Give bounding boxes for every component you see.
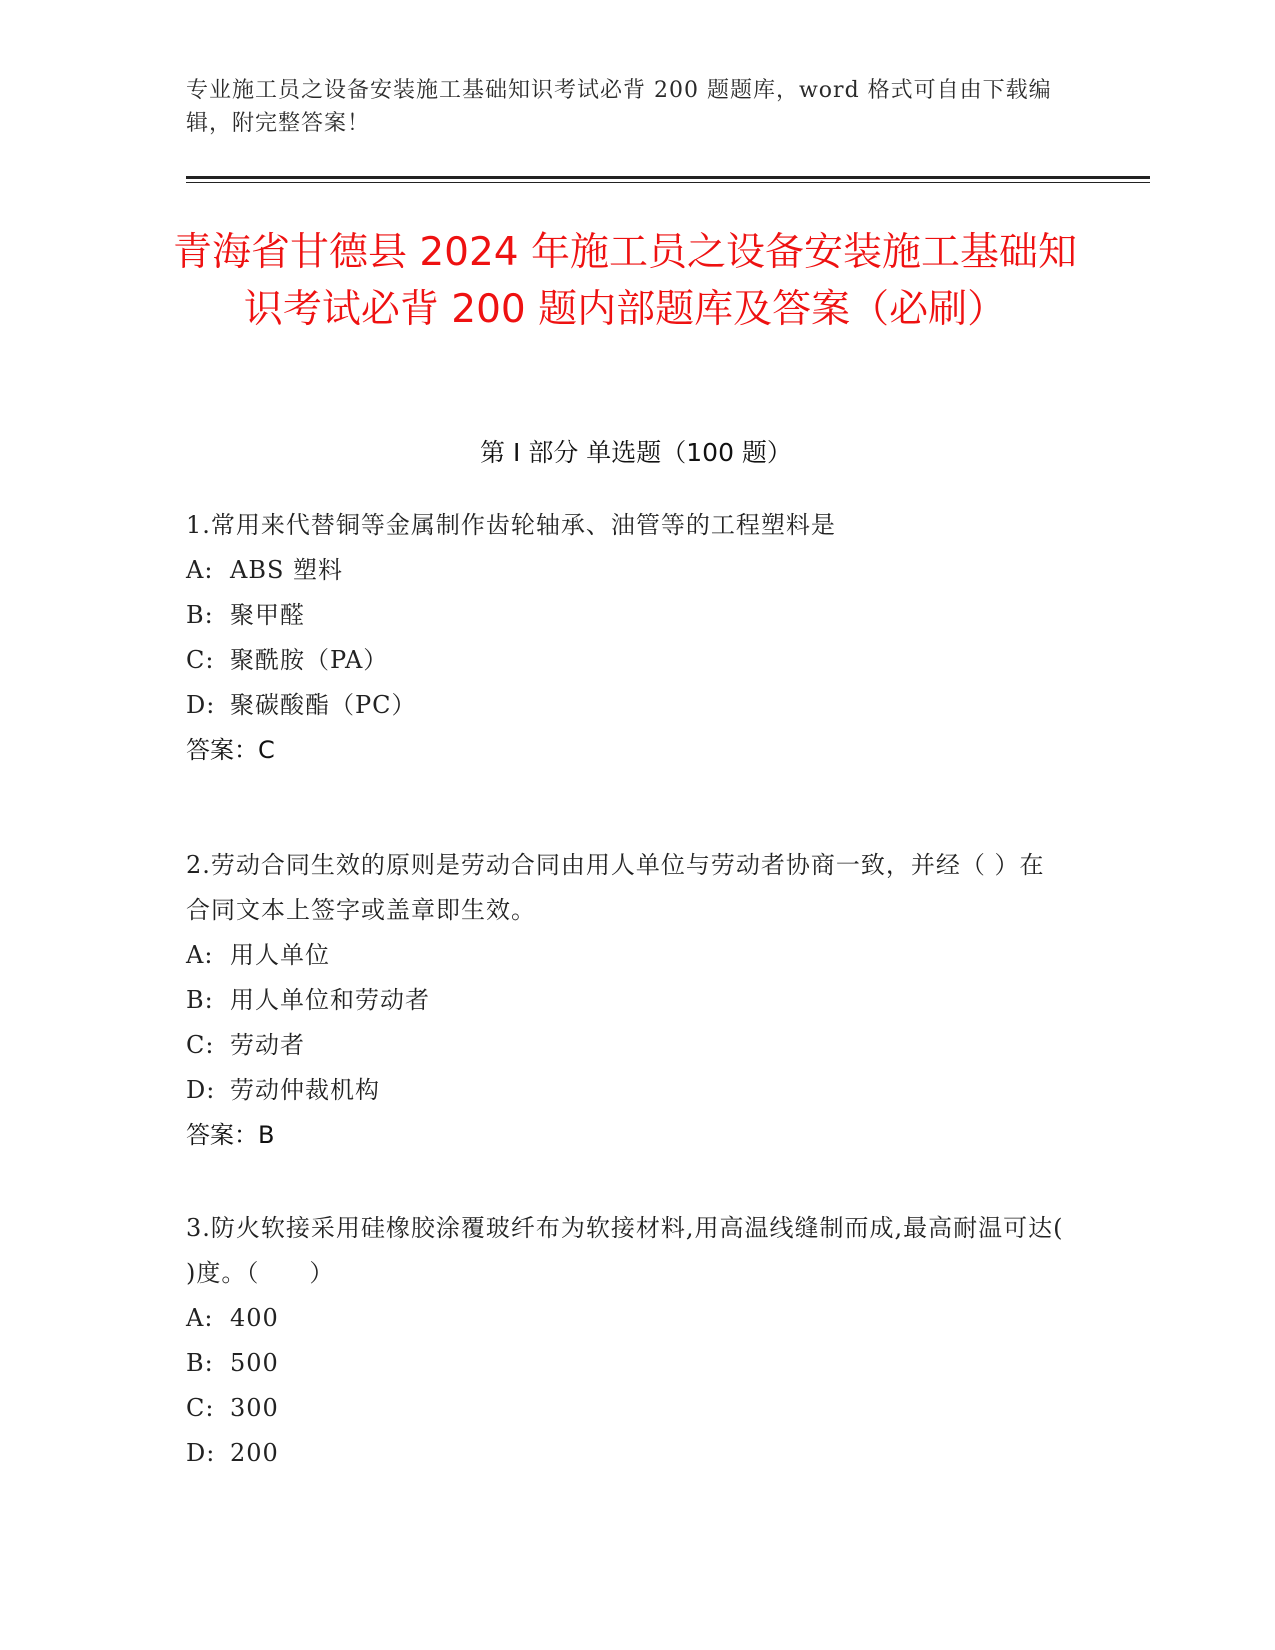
option-key: D: [186, 1076, 216, 1104]
option-b [186, 978, 1066, 1023]
option-key: A: [186, 1304, 214, 1332]
option-key: D: [186, 1439, 216, 1467]
option-text: ABS 塑料 [230, 556, 344, 584]
option-key: A: [186, 556, 214, 584]
header-rule-thick [186, 176, 1150, 179]
option-text: 聚碳酸酯（PC） [230, 691, 417, 719]
option-d [186, 1068, 1066, 1113]
option-text: 300 [230, 1394, 279, 1422]
option-a [186, 933, 1066, 978]
option-text: 聚甲醛 [230, 601, 305, 629]
option-key: A: [186, 941, 214, 969]
option-key: C: [186, 646, 215, 674]
question-stem: 3.防火软接采用硅橡胶涂覆玻纤布为软接材料,用高温线缝制而成,最高耐温可达( )度。（ ） [186, 1214, 1064, 1287]
option-b [186, 1341, 1066, 1386]
option-key: C: [186, 1394, 215, 1422]
option-key: B: [186, 986, 214, 1014]
option-text: 劳动者 [230, 1031, 305, 1059]
option-key: B: [186, 601, 214, 629]
option-text: 用人单位 [230, 941, 330, 969]
section-title: 第 I 部分 单选题（100 题） [480, 438, 792, 467]
option-text: 500 [230, 1349, 279, 1377]
option-c [186, 638, 1066, 683]
answer: 答案：C [186, 736, 275, 764]
question-stem: 1.常用来代替铜等金属制作齿轮轴承、油管等的工程塑料是 [186, 511, 836, 539]
option-c [186, 1386, 1066, 1431]
option-b [186, 593, 1066, 638]
question-1 [186, 503, 1066, 773]
option-key: C: [186, 1031, 215, 1059]
option-text: 用人单位和劳动者 [230, 986, 430, 1014]
option-key: D: [186, 691, 216, 719]
option-text: 400 [230, 1304, 279, 1332]
question-stem: 2.劳动合同生效的原则是劳动合同由用人单位与劳动者协商一致，并经（ ）在合同文本上签字或盖章即生效。 [186, 851, 1045, 924]
document-title: 青海省甘德县 2024 年施工员之设备安装施工基础知识考试必背 200 题内部题库及答案（必刷） [172, 230, 1078, 332]
option-text: 劳动仲裁机构 [230, 1076, 380, 1104]
header-rule-thin [186, 182, 1150, 183]
question-3 [186, 1206, 1066, 1476]
question-2 [186, 843, 1066, 1158]
header-note: 专业施工员之设备安装施工基础知识考试必背 200 题题库，word 格式可自由下载编辑，附完整答案！ [186, 78, 1052, 136]
option-text: 聚酰胺（PA） [230, 646, 389, 674]
option-d [186, 1431, 1066, 1476]
answer: 答案：B [186, 1121, 275, 1149]
option-text: 200 [230, 1439, 279, 1467]
option-d [186, 683, 1066, 728]
option-a [186, 548, 1066, 593]
option-c [186, 1023, 1066, 1068]
option-key: B: [186, 1349, 214, 1377]
option-a [186, 1296, 1066, 1341]
